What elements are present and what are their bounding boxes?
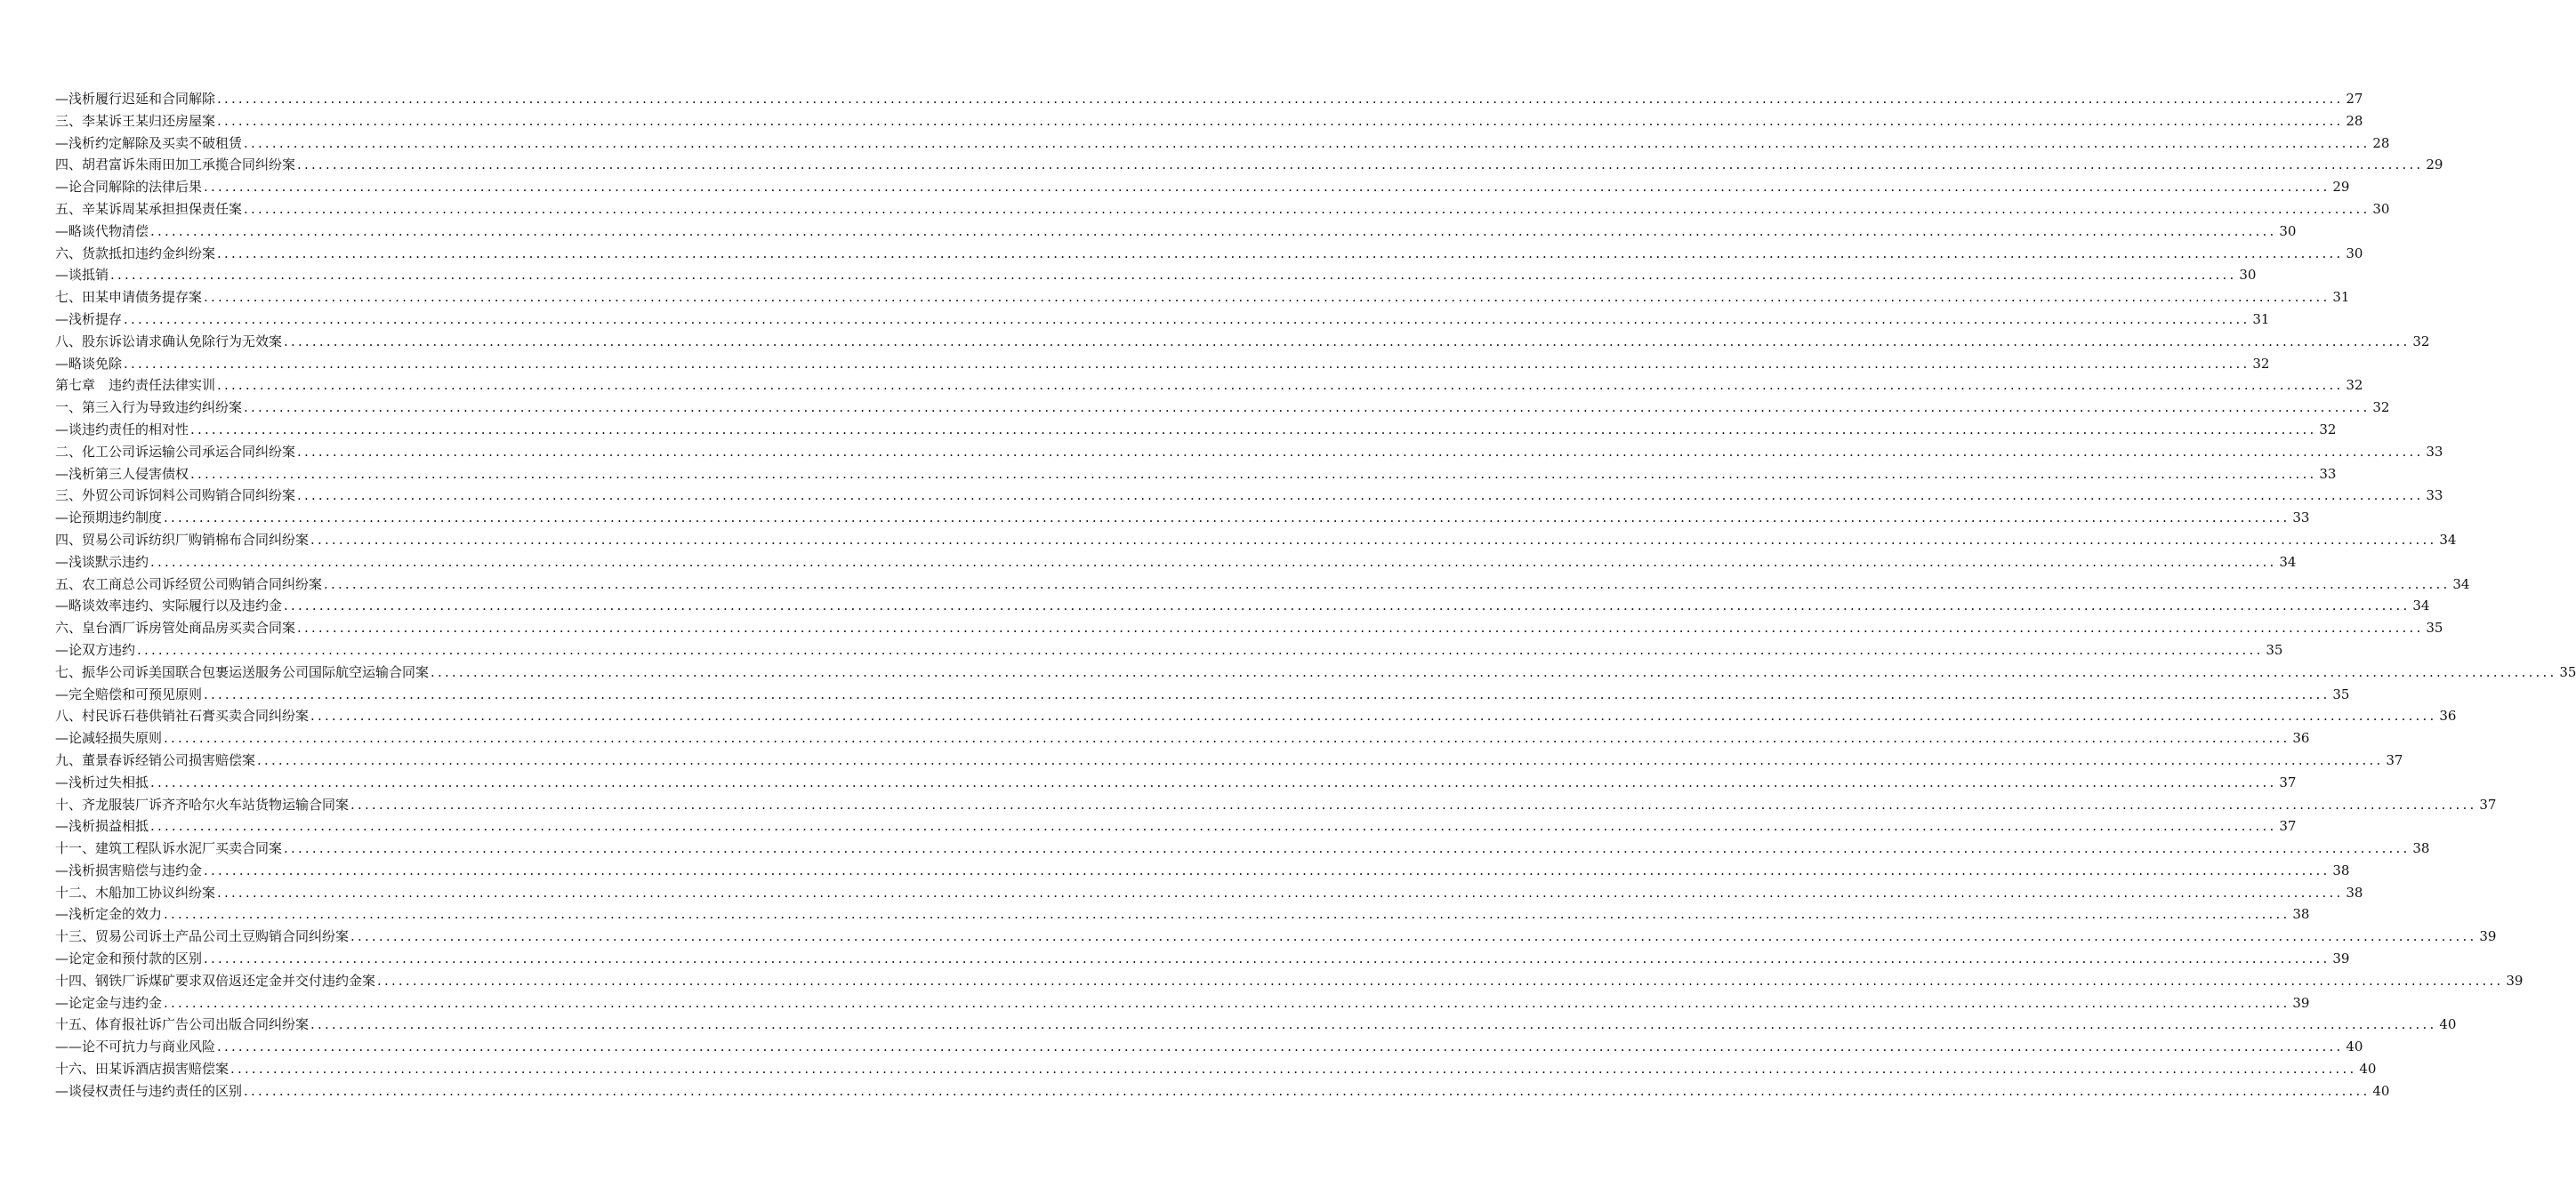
- toc-entry[interactable]: [55, 198, 2390, 221]
- toc-entry[interactable]: [55, 794, 2497, 816]
- toc-entry-title: 七、振华公司诉美国联合包裹运送服务公司国际航空运输合同案: [55, 663, 430, 680]
- toc-dot-leader: ............................................................................................................................................................................................................................................................................................................: [204, 686, 2330, 702]
- toc-entry-page-number: 40: [2346, 1039, 2363, 1055]
- toc-entry-title: —论定金和预付款的区别: [55, 950, 203, 967]
- toc-dot-leader: ............................................................................................................................................................................................................................................................................................................: [204, 289, 2330, 306]
- toc-entry-title: 五、辛某诉周某承担担保责任案: [55, 200, 243, 217]
- toc-entry-title: 三、外贸公司诉饲料公司购销合同纠纷案: [55, 487, 296, 504]
- toc-entry[interactable]: [55, 573, 2470, 596]
- toc-entry-title: 十五、体育报社诉广告公司出版合同纠纷案: [55, 1016, 310, 1033]
- toc-entry-title: 五、农工商总公司诉经贸公司购销合同纠纷案: [55, 575, 323, 592]
- toc-entry[interactable]: [55, 551, 2297, 573]
- toc-dot-leader: ............................................................................................................................................................................................................................................................................................................: [217, 884, 2344, 901]
- toc-dot-leader: ............................................................................................................................................................................................................................................................................................................: [164, 906, 2290, 923]
- toc-dot-leader: ............................................................................................................................................................................................................................................................................................................: [297, 156, 2424, 173]
- toc-entry-page-number: 33: [2426, 487, 2443, 504]
- toc-entry[interactable]: [55, 485, 2443, 507]
- toc-entry[interactable]: [55, 221, 2297, 243]
- toc-dot-leader: ............................................................................................................................................................................................................................................................................................................: [124, 310, 2250, 327]
- toc-entry[interactable]: [55, 176, 2350, 198]
- toc-entry-title: —谈违约责任的相对性: [55, 421, 189, 437]
- toc-entry-page-number: 32: [2252, 355, 2270, 372]
- toc-dot-leader: ............................................................................................................................................................................................................................................................................................................: [284, 840, 2411, 857]
- toc-entry-page-number: 31: [2332, 289, 2350, 306]
- toc-dot-leader: ............................................................................................................................................................................................................................................................................................................: [257, 751, 2384, 768]
- toc-dot-leader: ............................................................................................................................................................................................................................................................................................................: [230, 1061, 2357, 1078]
- toc-entry-title: —论双方违约: [55, 641, 136, 658]
- toc-entry-title: 七、田某申请债务提存案: [55, 289, 203, 306]
- toc-entry[interactable]: [55, 309, 2270, 331]
- toc-dot-leader: ............................................................................................................................................................................................................................................................................................................: [244, 1082, 2371, 1099]
- toc-entry-title: 一、第三入行为导致违约纠纷案: [55, 399, 243, 416]
- toc-entry-page-number: 39: [2506, 972, 2524, 989]
- toc-entry[interactable]: [55, 286, 2350, 309]
- toc-entry[interactable]: [55, 838, 2430, 860]
- toc-dot-leader: ............................................................................................................................................................................................................................................................................................................: [350, 796, 2477, 813]
- toc-entry-title: —论减轻损失原则: [55, 730, 163, 747]
- toc-dot-leader: ............................................................................................................................................................................................................................................................................................................: [244, 200, 2371, 217]
- toc-entry-page-number: 38: [2332, 862, 2350, 878]
- toc-entry[interactable]: [55, 662, 2576, 684]
- toc-entry-title: 三、李某诉王某归还房屋案: [55, 112, 216, 129]
- toc-entry[interactable]: [55, 419, 2337, 441]
- toc-dot-leader: ............................................................................................................................................................................................................................................................................................................: [324, 575, 2451, 592]
- toc-dot-leader: ............................................................................................................................................................................................................................................................................................................: [244, 134, 2371, 151]
- toc-dot-leader: ............................................................................................................................................................................................................................................................................................................: [110, 267, 2237, 284]
- toc-entry-title: —论定金与违约金: [55, 994, 163, 1011]
- toc-entry-title: 第七章 违约责任法律实训: [55, 377, 216, 394]
- toc-dot-leader: ............................................................................................................................................................................................................................................................................................................: [137, 641, 2264, 658]
- toc-entry[interactable]: [55, 926, 2497, 948]
- toc-entry-page-number: 32: [2412, 333, 2430, 349]
- toc-dot-leader: ............................................................................................................................................................................................................................................................................................................: [150, 553, 2277, 570]
- toc-entry-title: 十四、钢铁厂诉煤矿要求双倍返还定金并交付违约金案: [55, 972, 376, 989]
- toc-entry[interactable]: [55, 1058, 2377, 1080]
- toc-entry-page-number: 30: [2372, 200, 2390, 217]
- toc-dot-leader: ............................................................................................................................................................................................................................................................................................................: [150, 774, 2277, 790]
- toc-entry-title: —完全赔偿和可预见原则: [55, 686, 203, 702]
- toc-entry-page-number: 28: [2346, 112, 2363, 129]
- toc-dot-leader: ............................................................................................................................................................................................................................................................................................................: [150, 222, 2277, 239]
- toc-entry-page-number: 33: [2319, 465, 2337, 482]
- toc-entry-page-number: 28: [2372, 134, 2390, 151]
- toc-entry-title: 八、村民诉石巷供销社石膏买卖合同纠纷案: [55, 708, 310, 725]
- toc-entry-page-number: 33: [2426, 443, 2443, 460]
- toc-dot-leader: ............................................................................................................................................................................................................................................................................................................: [297, 620, 2424, 637]
- toc-dot-leader: ............................................................................................................................................................................................................................................................................................................: [217, 1039, 2344, 1055]
- toc-entry[interactable]: [55, 1014, 2457, 1036]
- toc-dot-leader: ............................................................................................................................................................................................................................................................................................................: [310, 1016, 2437, 1033]
- toc-entry-title: —浅析定金的效力: [55, 906, 163, 923]
- toc-entry[interactable]: [55, 772, 2297, 794]
- toc-entry[interactable]: [55, 1036, 2363, 1058]
- toc-entry-title: —浅析提存: [55, 310, 123, 327]
- toc-entry-page-number: 38: [2346, 884, 2363, 901]
- toc-entry[interactable]: [55, 331, 2430, 353]
- toc-dot-leader: ............................................................................................................................................................................................................................................................................................................: [204, 950, 2330, 967]
- toc-entry-title: —浅析损益相抵: [55, 818, 149, 835]
- toc-entry-page-number: 39: [2479, 928, 2497, 945]
- toc-entry[interactable]: [55, 684, 2350, 706]
- toc-entry[interactable]: [55, 529, 2457, 551]
- toc-entry-title: —论预期违约制度: [55, 509, 163, 526]
- toc-entry-page-number: 37: [2386, 751, 2403, 768]
- toc-entry[interactable]: [55, 639, 2283, 662]
- toc-entry-page-number: 32: [2346, 377, 2363, 394]
- toc-dot-leader: ............................................................................................................................................................................................................................................................................................................: [164, 509, 2290, 526]
- toc-entry[interactable]: [55, 948, 2350, 970]
- toc-entry-page-number: 39: [2332, 950, 2350, 967]
- toc-dot-leader: ............................................................................................................................................................................................................................................................................................................: [297, 487, 2424, 504]
- toc-entry-page-number: 29: [2332, 179, 2350, 196]
- toc-entry[interactable]: [55, 110, 2363, 132]
- toc-entry[interactable]: [55, 992, 2310, 1015]
- toc-entry[interactable]: [55, 750, 2403, 772]
- toc-entry-title: ——论不可抗力与商业风险: [55, 1039, 216, 1055]
- toc-entry-title: —谈抵销: [55, 267, 109, 284]
- toc-entry-title: —浅析第三人侵害债权: [55, 465, 189, 482]
- toc-dot-leader: ............................................................................................................................................................................................................................................................................................................: [284, 333, 2411, 349]
- toc-dot-leader: ............................................................................................................................................................................................................................................................................................................: [204, 862, 2330, 878]
- toc-entry[interactable]: [55, 617, 2443, 639]
- toc-dot-leader: ............................................................................................................................................................................................................................................................................................................: [217, 91, 2344, 107]
- toc-entry-page-number: 30: [2239, 267, 2257, 284]
- toc-dot-leader: ............................................................................................................................................................................................................................................................................................................: [190, 421, 2317, 437]
- toc-entry-title: 六、皇台酒厂诉房管处商品房买卖合同案: [55, 620, 296, 637]
- toc-entry-page-number: 35: [2426, 620, 2443, 637]
- toc-entry-page-number: 36: [2292, 730, 2310, 747]
- toc-entry[interactable]: [55, 264, 2257, 286]
- toc-entry-page-number: 31: [2252, 310, 2270, 327]
- toc-entry[interactable]: [55, 1080, 2390, 1103]
- toc-dot-leader: ............................................................................................................................................................................................................................................................................................................: [297, 443, 2424, 460]
- toc-entry-title: 四、贸易公司诉纺织厂购销棉布合同纠纷案: [55, 531, 310, 548]
- toc-entry-page-number: 39: [2292, 994, 2310, 1011]
- toc-entry-title: 十一、建筑工程队诉水泥厂买卖合同案: [55, 840, 283, 857]
- toc-entry[interactable]: [55, 705, 2457, 727]
- toc-entry-page-number: 35: [2559, 663, 2576, 680]
- toc-entry-page-number: 40: [2372, 1082, 2390, 1099]
- toc-entry-title: —略谈代物清偿: [55, 222, 149, 239]
- toc-entry-page-number: 40: [2359, 1061, 2377, 1078]
- toc-entry[interactable]: [55, 882, 2363, 904]
- toc-dot-leader: ............................................................................................................................................................................................................................................................................................................: [204, 179, 2330, 196]
- toc-entry[interactable]: [55, 970, 2524, 992]
- toc-entry-page-number: 36: [2439, 708, 2457, 725]
- toc-entry-page-number: 34: [2279, 553, 2297, 570]
- toc-entry[interactable]: [55, 860, 2350, 882]
- toc-entry-page-number: 30: [2346, 245, 2363, 261]
- toc-dot-leader: ............................................................................................................................................................................................................................................................................................................: [244, 399, 2371, 416]
- toc-dot-leader: ............................................................................................................................................................................................................................................................................................................: [350, 928, 2477, 945]
- toc-entry-page-number: 35: [2332, 686, 2350, 702]
- toc-entry-title: —论合同解除的法律后果: [55, 179, 203, 196]
- toc-entry[interactable]: [55, 441, 2443, 463]
- toc-dot-leader: ............................................................................................................................................................................................................................................................................................................: [310, 531, 2437, 548]
- toc-entry-title: —略谈免除: [55, 355, 123, 372]
- toc-entry[interactable]: [55, 154, 2443, 176]
- toc-entry-page-number: 34: [2412, 598, 2430, 614]
- toc-entry[interactable]: [55, 88, 2363, 110]
- toc-entry-title: 二、化工公司诉运输公司承运合同纠纷案: [55, 443, 296, 460]
- toc-entry[interactable]: [55, 507, 2310, 529]
- toc-entry[interactable]: [55, 353, 2270, 375]
- toc-entry-title: 十六、田某诉酒店损害赔偿案: [55, 1061, 229, 1078]
- toc-entry-page-number: 33: [2292, 509, 2310, 526]
- toc-dot-leader: ............................................................................................................................................................................................................................................................................................................: [190, 465, 2317, 482]
- toc-entry-title: —浅析过失相抵: [55, 774, 149, 790]
- toc-entry-title: —浅析损害赔偿与违约金: [55, 862, 203, 878]
- toc-entry[interactable]: [55, 595, 2430, 617]
- toc-entry-page-number: 37: [2279, 818, 2297, 835]
- toc-entry-title: —浅析履行迟延和合同解除: [55, 91, 216, 107]
- toc-entry-page-number: 37: [2479, 796, 2497, 813]
- toc-dot-leader: ............................................................................................................................................................................................................................................................................................................: [150, 818, 2277, 835]
- toc-entry-page-number: 32: [2372, 399, 2390, 416]
- toc-entry-page-number: 32: [2319, 421, 2337, 437]
- toc-entry-page-number: 40: [2439, 1016, 2457, 1033]
- toc-entry[interactable]: [55, 727, 2310, 750]
- toc-dot-leader: ............................................................................................................................................................................................................................................................................................................: [217, 245, 2344, 261]
- toc-entry-title: 六、货款抵扣违约金纠纷案: [55, 245, 216, 261]
- toc-dot-leader: ............................................................................................................................................................................................................................................................................................................: [284, 598, 2411, 614]
- toc-entry-title: —浅谈默示违约: [55, 553, 149, 570]
- toc-entry-page-number: 34: [2452, 575, 2470, 592]
- toc-entry-title: —浅析约定解除及买卖不破租赁: [55, 134, 243, 151]
- toc-entry-page-number: 29: [2426, 156, 2443, 173]
- toc-entry[interactable]: [55, 374, 2363, 397]
- toc-entry-page-number: 38: [2292, 906, 2310, 923]
- toc-entry[interactable]: [55, 397, 2390, 419]
- toc-entry[interactable]: [55, 243, 2363, 265]
- toc-entry[interactable]: [55, 132, 2390, 155]
- toc-entry-title: 十、齐龙服装厂诉齐齐哈尔火车站货物运输合同案: [55, 796, 350, 813]
- toc-entry-page-number: 37: [2279, 774, 2297, 790]
- toc-dot-leader: ............................................................................................................................................................................................................................................................................................................: [164, 994, 2290, 1011]
- toc-dot-leader: ............................................................................................................................................................................................................................................................................................................: [377, 972, 2504, 989]
- table-of-contents: [55, 88, 2576, 1103]
- toc-entry-title: 十二、木船加工协议纠纷案: [55, 884, 216, 901]
- toc-entry-page-number: 30: [2279, 222, 2297, 239]
- toc-entry-title: 十三、贸易公司诉土产品公司土豆购销合同纠纷案: [55, 928, 350, 945]
- toc-dot-leader: ............................................................................................................................................................................................................................................................................................................: [310, 708, 2437, 725]
- toc-dot-leader: ............................................................................................................................................................................................................................................................................................................: [124, 355, 2250, 372]
- toc-entry[interactable]: [55, 903, 2310, 926]
- toc-entry[interactable]: [55, 463, 2337, 485]
- toc-entry-page-number: 27: [2346, 91, 2363, 107]
- toc-dot-leader: ............................................................................................................................................................................................................................................................................................................: [217, 112, 2344, 129]
- toc-entry-page-number: 34: [2439, 531, 2457, 548]
- toc-entry-page-number: 38: [2412, 840, 2430, 857]
- toc-entry-title: 八、股东诉讼请求确认免除行为无效案: [55, 333, 283, 349]
- toc-dot-leader: ............................................................................................................................................................................................................................................................................................................: [431, 663, 2557, 680]
- toc-dot-leader: ............................................................................................................................................................................................................................................................................................................: [217, 377, 2344, 394]
- toc-entry[interactable]: [55, 815, 2297, 838]
- toc-entry-title: —略谈效率违约、实际履行以及违约金: [55, 598, 283, 614]
- toc-entry-page-number: 35: [2266, 641, 2283, 658]
- toc-dot-leader: ............................................................................................................................................................................................................................................................................................................: [164, 730, 2290, 747]
- toc-entry-title: —谈侵权责任与违约责任的区别: [55, 1082, 243, 1099]
- toc-entry-title: 九、董景春诉经销公司损害赔偿案: [55, 751, 256, 768]
- toc-entry-title: 四、胡君富诉朱雨田加工承揽合同纠纷案: [55, 156, 296, 173]
